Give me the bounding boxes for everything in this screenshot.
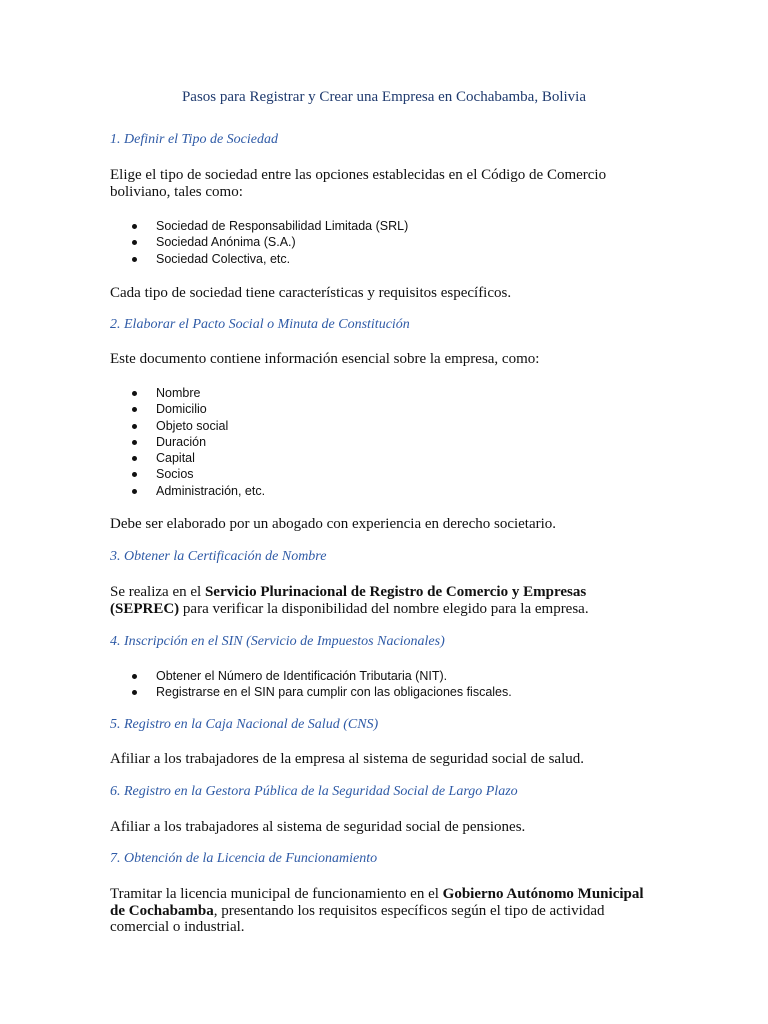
list-item: Sociedad de Responsabilidad Limitada (SRL) (110, 218, 408, 234)
list-item: Registrarse en el SIN para cumplir con las obligaciones fiscales. (110, 684, 512, 700)
document-title: Pasos para Registrar y Crear una Empresa en Cochabamba, Bolivia (181, 89, 587, 105)
bullet-icon (132, 257, 137, 262)
section-heading: 1. Definir el Tipo de Sociedad (110, 132, 278, 147)
section-heading: 5. Registro en la Caja Nacional de Salud (CNS) (110, 717, 379, 732)
section-paragraph: Cada tipo de sociedad tiene características y requisitos específicos. (110, 285, 512, 301)
section-heading: 3. Obtener la Certificación de Nombre (110, 549, 327, 564)
section-heading: 2. Elaborar el Pacto Social o Minuta de Constitución (110, 317, 410, 332)
list-item: Sociedad Anónima (S.A.) (110, 234, 408, 250)
bold-text: Servicio Plurinacional de Registro de Comercio y Empresas (SEPREC) (110, 584, 587, 617)
section-heading: 4. Inscripción en el SIN (Servicio de Impuestos Nacionales) (110, 634, 445, 649)
list-item: Duración (110, 434, 265, 450)
bullet-icon (132, 407, 137, 412)
bullet-list (110, 668, 512, 701)
bullet-icon (132, 240, 137, 245)
bullet-icon (132, 391, 137, 396)
list-item: Domicilio (110, 401, 265, 417)
bullet-icon (132, 224, 137, 229)
list-item: Socios (110, 466, 265, 482)
section-heading: 6. Registro en la Gestora Pública de la Seguridad Social de Largo Plazo (110, 784, 518, 799)
bullet-icon (132, 690, 137, 695)
bold-text: Gobierno Autónomo Municipal de Cochabamba (110, 886, 644, 919)
list-item: Administración, etc. (110, 483, 265, 499)
section-paragraph: Elige el tipo de sociedad entre las opciones establecidas en el Código de Comercio boliviano, tales como: (110, 167, 607, 200)
list-item: Sociedad Colectiva, etc. (110, 251, 408, 267)
section-paragraph: Se realiza en el Servicio Plurinacional de Registro de Comercio y Empresas (SEPREC) para verificar la disponibilidad del nombre elegido para la empresa. (110, 584, 589, 617)
section-paragraph: Tramitar la licencia municipal de funcionamiento en el Gobierno Autónomo Municipal de Cochabamba, presentando los requisitos específicos según el tipo de actividad comercial o industrial. (110, 886, 644, 935)
list-item: Capital (110, 450, 265, 466)
bullet-list (110, 218, 408, 267)
section-heading: 7. Obtención de la Licencia de Funcionamiento (110, 851, 378, 866)
section-paragraph: Este documento contiene información esencial sobre la empresa, como: (110, 351, 540, 367)
bullet-icon (132, 674, 137, 679)
bullet-icon (132, 440, 137, 445)
bullet-icon (132, 424, 137, 429)
bullet-icon (132, 472, 137, 477)
bullet-icon (132, 456, 137, 461)
section-paragraph: Afiliar a los trabajadores al sistema de seguridad social de pensiones. (110, 819, 526, 835)
bullet-icon (132, 489, 137, 494)
section-paragraph: Afiliar a los trabajadores de la empresa al sistema de seguridad social de salud. (110, 751, 584, 767)
bullet-list (110, 385, 265, 499)
list-item: Objeto social (110, 418, 265, 434)
section-paragraph: Debe ser elaborado por un abogado con experiencia en derecho societario. (110, 516, 557, 532)
list-item: Obtener el Número de Identificación Tributaria (NIT). (110, 668, 512, 684)
list-item: Nombre (110, 385, 265, 401)
